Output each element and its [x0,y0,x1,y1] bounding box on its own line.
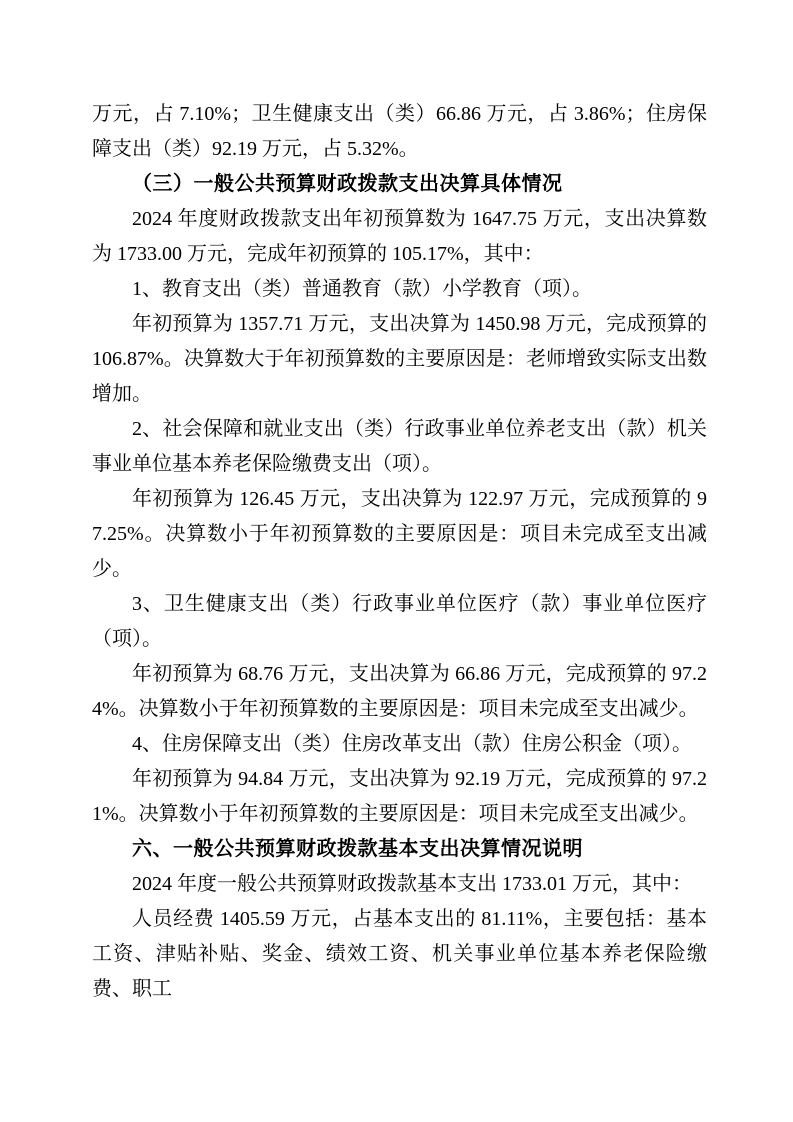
section-heading-6-basic-expenditure: 六、一般公共预算财政拨款基本支出决算情况说明 [132,838,583,860]
paragraph-item1-education-detail: 年初预算为 1357.71 万元，支出决算为 1450.98 万元，完成预算的 106.87%。决算数大于年初预算数的主要原因是：老师增致实际支出数增加。 [92,313,707,405]
paragraph-item2-social-security-title: 2、社会保障和就业支出（类）行政事业单位养老支出（款）机关事业单位基本养老保险缴费支出（项）。 [92,418,707,475]
paragraph-item4-housing-detail: 年初预算为 94.84 万元，支出决算为 92.19 万元，完成预算的 97.21%。决算数小于年初预算数的主要原因是：项目未完成至支出减少。 [92,768,707,825]
section-heading-3-expenditure-details: （三）一般公共预算财政拨款支出决算具体情况 [132,173,563,195]
paragraph-item3-health-detail: 年初预算为 68.76 万元，支出决算为 66.86 万元，完成预算的 97.24%。决算数小于年初预算数的主要原因是：项目未完成至支出减少。 [92,663,707,720]
paragraph-item1-education-title: 1、教育支出（类）普通教育（款）小学教育（项）。 [132,278,592,300]
paragraph-item3-health-title: 3、卫生健康支出（类）行政事业单位医疗（款）事业单位医疗（项）。 [92,593,707,650]
paragraph-item2-social-security-detail: 年初预算为 126.45 万元，支出决算为 122.97 万元，完成预算的 97.25%。决算数小于年初预算数的主要原因是：项目未完成至支出减少。 [92,488,707,580]
paragraph-budget-overview: 2024 年度财政拨款支出年初预算数为 1647.75 万元，支出决算数为 1733.00 万元，完成年初预算的 105.17%，其中： [92,208,707,265]
paragraph-continuation-expenditure-shares: 万元，占 7.10%；卫生健康支出（类）66.86 万元，占 3.86%；住房保障支出（类）92.19 万元，占 5.32%。 [92,103,707,160]
paragraph-basic-expenditure-overview: 2024 年度一般公共预算财政拨款基本支出 1733.01 万元，其中： [132,873,692,895]
paragraph-personnel-expenses: 人员经费 1405.59 万元，占基本支出的 81.11%，主要包括：基本工资、津贴补贴、奖金、绩效工资、机关事业单位基本养老保险缴费、职工 [92,908,707,1000]
paragraph-item4-housing-title: 4、住房保障支出（类）住房改革支出（款）住房公积金（项）。 [132,733,692,755]
